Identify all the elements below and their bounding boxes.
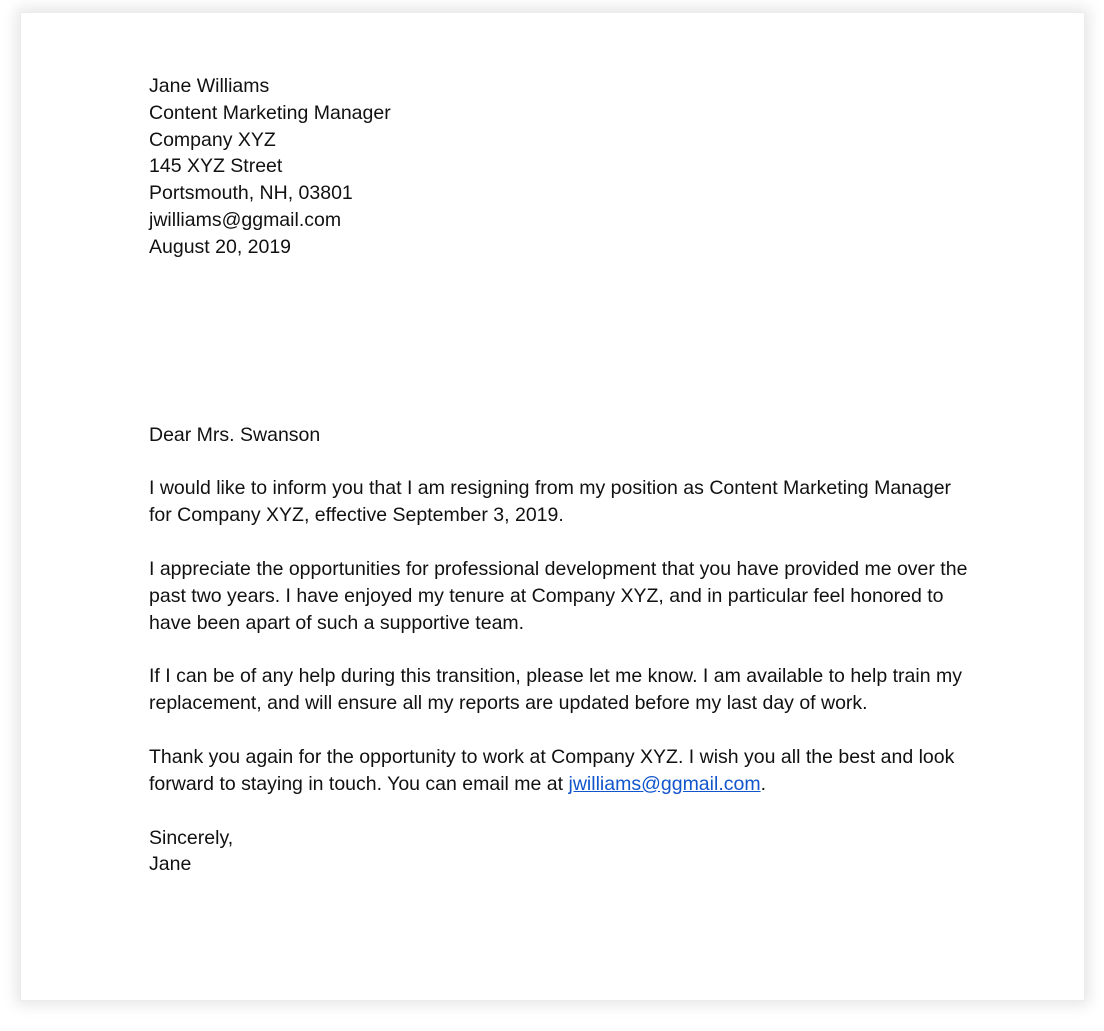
- paragraph-resignation: I would like to inform you that I am resigning from my position as Content Marketing Manager for Company XYZ, effective September 3, 2019.: [149, 477, 952, 527]
- paragraph-transition: If I can be of any help during this transition, please let me know. I am available to help train my replacement, and will ensure all my reports are updated before my last day of work.: [149, 665, 962, 715]
- paragraph-appreciation: I appreciate the opportunities for professional development that you have provided me over the past two years. I have enjoyed my tenure at Company XYZ, and in particular feel honored to have been apart of such a supportive team.: [149, 557, 968, 634]
- closing: Sincerely,: [149, 826, 234, 849]
- paragraph-thanks: [149, 744, 969, 798]
- sender-company: Company XYZ: [149, 128, 276, 151]
- paragraph-thanks-text: Thank you again for the opportunity to work at Company XYZ. I wish you all the best and look forward to staying in touch. You can email me at: [149, 745, 955, 795]
- salutation: Dear Mrs. Swanson: [149, 423, 321, 446]
- sender-title: Content Marketing Manager: [149, 101, 391, 124]
- letter-date: August 20, 2019: [149, 235, 292, 258]
- letter-page: [20, 12, 1085, 1001]
- sender-name: Jane Williams: [149, 75, 270, 97]
- sender-block: [149, 73, 969, 261]
- email-link[interactable]: jwilliams@ggmail.com: [568, 772, 761, 795]
- sender-city: Portsmouth, NH, 03801: [149, 182, 353, 205]
- paragraph-thanks-suffix: .: [760, 772, 766, 795]
- sender-street: 145 XYZ Street: [149, 155, 283, 178]
- sender-email: jwilliams@ggmail.com: [149, 208, 342, 231]
- signature: Jane: [149, 853, 192, 876]
- letter-content: [149, 73, 969, 878]
